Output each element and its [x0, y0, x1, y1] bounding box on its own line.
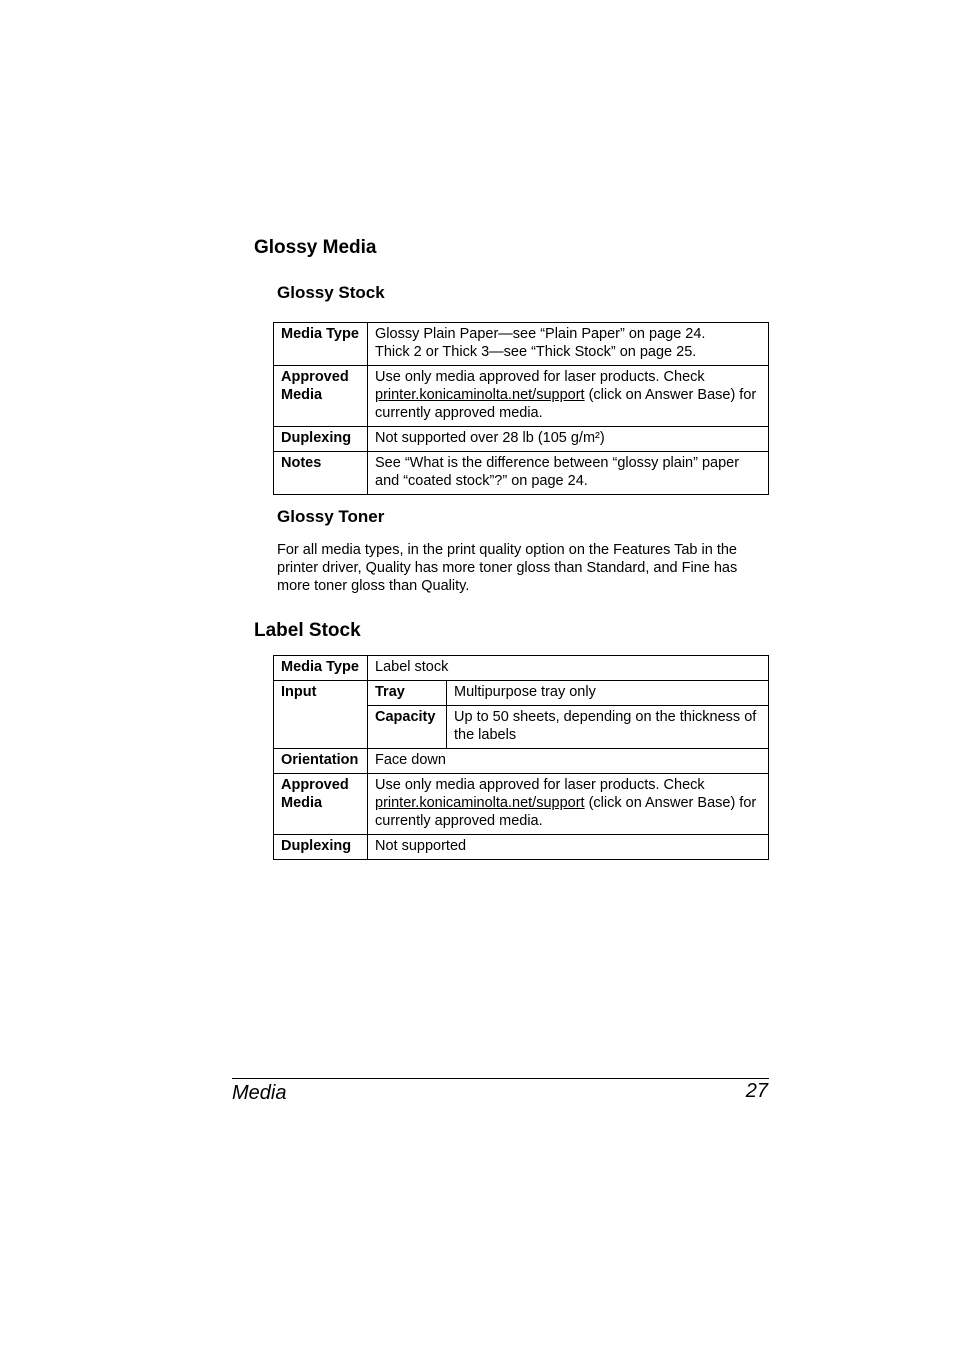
- table-row: [274, 323, 769, 366]
- subsection-title-glossy-stock: Glossy Stock: [277, 283, 385, 302]
- footer-title: Media: [232, 1082, 287, 1104]
- approved-text-before: Use only media approved for laser products. Check: [375, 777, 705, 793]
- row-label-media-type: Media Type: [274, 323, 368, 366]
- approved-text-before: Use only media approved for laser products. Check: [375, 369, 705, 385]
- table-row: [274, 749, 769, 774]
- row-value-approved-media: [368, 366, 769, 427]
- row-value-duplexing: Not supported over 28 lb (105 g/m²): [368, 427, 769, 452]
- row-value-orientation: Face down: [368, 749, 769, 774]
- row-value-tray: Multipurpose tray only: [447, 681, 769, 706]
- row-label-notes: Notes: [274, 452, 368, 495]
- support-link[interactable]: printer.konicaminolta.net/support: [375, 795, 585, 811]
- page-number: 27: [745, 1080, 768, 1102]
- media-type-line: Glossy Plain Paper—see “Plain Paper” on page 24.: [375, 326, 706, 342]
- table-row: [274, 366, 769, 427]
- row-value-duplexing: Not supported: [368, 835, 769, 860]
- row-value-media-type: [368, 323, 769, 366]
- label-line: Approved: [281, 369, 349, 385]
- row-label-approved-media: [274, 366, 368, 427]
- label-line: Media: [281, 795, 323, 811]
- row-label-duplexing: Duplexing: [274, 835, 368, 860]
- table-row: [274, 656, 769, 681]
- row-value-notes: See “What is the difference between “glossy plain” paper and “coated stock”?” on page 24.: [368, 452, 769, 495]
- label-stock-table: [273, 655, 769, 860]
- row-label-media-type: Media Type: [274, 656, 368, 681]
- section-title-label-stock: Label Stock: [254, 620, 361, 641]
- row-label-input: Input: [274, 681, 368, 749]
- footer-divider: [232, 1078, 769, 1079]
- table-row: [274, 452, 769, 495]
- table-row: [274, 835, 769, 860]
- row-label-capacity: Capacity: [368, 706, 447, 749]
- row-label-duplexing: Duplexing: [274, 427, 368, 452]
- glossy-stock-table: [273, 322, 769, 495]
- subsection-title-glossy-toner: Glossy Toner: [277, 507, 385, 526]
- support-link[interactable]: printer.konicaminolta.net/support: [375, 387, 585, 403]
- label-line: Approved: [281, 777, 349, 793]
- approved-text-after: (click on Answer Base) for currently approved media.: [375, 387, 757, 421]
- row-label-tray: Tray: [368, 681, 447, 706]
- label-line: Media: [281, 387, 323, 403]
- row-label-orientation: Orientation: [274, 749, 368, 774]
- table-row: [274, 681, 769, 706]
- glossy-toner-paragraph: For all media types, in the print quality option on the Features Tab in the printer driver, Quality has more toner gloss than Standard, and Fine has more toner gloss than Quality.: [277, 542, 738, 594]
- approved-text-after: (click on Answer Base) for currently approved media.: [375, 795, 757, 829]
- table-row: [274, 427, 769, 452]
- row-value-approved-media: [368, 774, 769, 835]
- section-title-glossy-media: Glossy Media: [254, 237, 377, 258]
- row-label-approved-media: [274, 774, 368, 835]
- row-value-media-type: Label stock: [368, 656, 769, 681]
- row-value-capacity: Up to 50 sheets, depending on the thickness of the labels: [447, 706, 769, 749]
- media-type-line: Thick 2 or Thick 3—see “Thick Stock” on page 25.: [375, 344, 697, 360]
- table-row: [274, 774, 769, 835]
